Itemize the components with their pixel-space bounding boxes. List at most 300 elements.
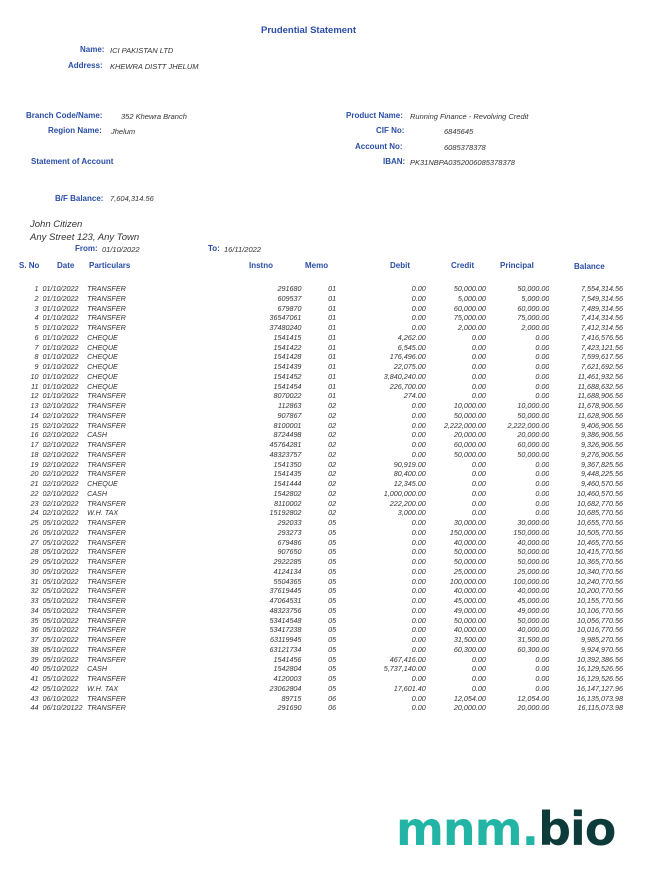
row-credit: 0.00	[471, 371, 486, 381]
row-debit: 0.00	[411, 449, 426, 459]
row-instno: 63119945	[269, 635, 302, 644]
row-debit: 80,400.00	[393, 469, 426, 479]
row-memo: 02	[328, 449, 337, 459]
name-value: ICI PAKISTAN LTD	[110, 46, 174, 55]
row-instno: 47064531	[269, 596, 302, 605]
row-principal: 60,300.00	[517, 644, 550, 654]
row-date: 01/10/2022	[42, 342, 79, 352]
row-balance: 16,129,526.56	[577, 664, 623, 674]
row-balance: 11,688,632.56	[577, 381, 623, 391]
row-instno: 1541422	[273, 342, 302, 352]
table-row	[18, 343, 623, 353]
row-balance: 9,367,825.56	[581, 459, 623, 469]
row-credit: 0.00	[471, 342, 486, 352]
row-date: 05/10/2022	[42, 596, 79, 605]
row-credit: 10,000.00	[453, 401, 486, 410]
row-debit: 274.00	[403, 391, 426, 401]
row-date: 05/10/2022	[42, 557, 79, 566]
row-balance: 9,276,906.56	[581, 449, 623, 459]
row-sno: 8	[34, 352, 39, 362]
row-date: 02/10/2022	[42, 459, 79, 469]
row-memo: 01	[328, 381, 337, 391]
row-instno: 1541452	[273, 371, 302, 381]
row-principal: 75,000.00	[517, 313, 550, 323]
row-memo: 02	[328, 410, 337, 420]
row-memo: 01	[328, 313, 337, 323]
row-debit: 0.00	[411, 635, 426, 644]
row-principal: 0.00	[535, 352, 550, 362]
row-instno: 2922285	[273, 557, 302, 566]
row-memo: 05	[328, 683, 337, 693]
row-debit: 0.00	[411, 693, 426, 703]
row-credit: 0.00	[471, 674, 486, 683]
row-particulars: TRANSFER	[87, 537, 126, 547]
row-date: 05/10/2022	[42, 644, 79, 654]
row-debit: 176,496.00	[389, 352, 426, 362]
row-sno: 27	[30, 537, 39, 547]
row-principal: 30,000.00	[517, 518, 550, 527]
row-credit: 50,000.00	[453, 284, 486, 293]
row-particulars: TRANSFER	[87, 420, 126, 430]
product-value: Running Finance - Revolving Credit	[410, 112, 529, 121]
row-instno: 1541454	[273, 381, 302, 391]
row-particulars: TRANSFER	[87, 323, 126, 332]
row-instno: 679486	[277, 537, 302, 547]
row-memo: 02	[328, 488, 337, 498]
row-date: 02/10/2022	[42, 479, 79, 488]
col-header-debit: Debit	[390, 261, 410, 270]
row-principal: 50,000.00	[517, 410, 550, 420]
row-principal: 40,000.00	[517, 586, 550, 596]
page-title: Prudential Statement	[261, 25, 357, 36]
row-debit: 0.00	[411, 537, 426, 547]
row-credit: 0.00	[471, 683, 486, 693]
table-row	[18, 508, 623, 518]
row-memo: 06	[328, 693, 337, 703]
row-particulars: TRANSFER	[87, 547, 126, 557]
row-sno: 20	[30, 469, 39, 479]
row-date: 05/10/2022	[42, 586, 79, 596]
table-row	[18, 401, 623, 411]
row-particulars: TRANSFER	[87, 391, 126, 401]
row-balance: 7,416,576.56	[581, 332, 623, 342]
row-memo: 05	[328, 654, 337, 664]
row-sno: 36	[30, 625, 39, 635]
row-memo: 02	[328, 430, 337, 440]
row-balance: 10,106,770.56	[577, 605, 623, 615]
row-sno: 42	[30, 683, 39, 693]
bf-balance-value: 7,604,314.56	[110, 194, 154, 203]
row-credit: 40,000.00	[453, 537, 486, 547]
row-instno: 291680	[277, 284, 302, 293]
row-memo: 06	[328, 703, 337, 713]
row-principal: 0.00	[535, 674, 550, 683]
row-sno: 33	[30, 596, 39, 605]
row-principal: 0.00	[535, 332, 550, 342]
row-particulars: TRANSFER	[87, 625, 126, 635]
row-principal: 0.00	[535, 479, 550, 488]
row-credit: 0.00	[471, 391, 486, 401]
row-instno: 292033	[277, 518, 302, 527]
row-credit: 40,000.00	[453, 625, 486, 635]
row-instno: 48323757	[269, 449, 302, 459]
row-particulars: TRANSFER	[87, 449, 126, 459]
row-date: 01/10/2022	[42, 352, 79, 362]
col-header-date: Date	[57, 261, 75, 270]
account-no-label: Account No:	[355, 142, 403, 151]
row-balance: 9,924,970.56	[581, 644, 623, 654]
row-debit: 222,200.00	[389, 498, 426, 508]
row-principal: 31,500.00	[517, 635, 550, 644]
row-instno: 1541456	[273, 654, 302, 664]
row-particulars: TRANSFER	[87, 293, 126, 303]
row-instno: 907650	[277, 547, 302, 557]
row-particulars: CASH	[87, 664, 108, 674]
row-particulars: CASH	[87, 488, 108, 498]
row-date: 05/10/2022	[42, 654, 79, 664]
row-sno: 44	[30, 703, 39, 713]
row-date: 06/10/2022	[42, 693, 79, 703]
row-date: 05/10/2022	[42, 576, 79, 586]
row-date: 05/10/2022	[42, 537, 79, 547]
row-debit: 17,601.40	[393, 683, 426, 693]
row-credit: 0.00	[471, 332, 486, 342]
row-date: 02/10/2022	[42, 498, 79, 508]
table-row	[18, 313, 623, 323]
row-sno: 25	[30, 518, 39, 527]
row-particulars: TRANSFER	[87, 313, 126, 323]
row-particulars: CASH	[87, 430, 108, 440]
row-memo: 01	[328, 293, 337, 303]
row-debit: 6,545.00	[397, 342, 426, 352]
table-row	[18, 557, 623, 567]
row-debit: 5,737,140.00	[383, 664, 426, 674]
row-instno: 1541435	[273, 469, 302, 479]
row-balance: 10,392,386.56	[577, 654, 623, 664]
row-credit: 0.00	[471, 508, 486, 518]
transactions-table	[18, 284, 623, 713]
row-balance: 10,460,570.56	[577, 488, 623, 498]
row-principal: 20,000.00	[517, 430, 550, 440]
row-credit: 0.00	[471, 479, 486, 488]
row-memo: 05	[328, 605, 337, 615]
row-sno: 43	[30, 693, 39, 703]
row-date: 05/10/2022	[42, 625, 79, 635]
row-debit: 0.00	[411, 596, 426, 605]
row-principal: 0.00	[535, 469, 550, 479]
row-sno: 4	[34, 313, 39, 323]
row-particulars: CHEQUE	[87, 362, 118, 371]
row-date: 02/10/2022	[42, 410, 79, 420]
row-credit: 0.00	[471, 352, 486, 362]
row-date: 02/10/2022	[42, 401, 79, 410]
row-balance: 9,406,906.56	[581, 420, 623, 430]
row-particulars: CHEQUE	[87, 381, 118, 391]
row-sno: 30	[30, 566, 39, 576]
row-balance: 9,386,906.56	[581, 430, 623, 440]
region-value: Jhelum	[111, 127, 136, 136]
row-memo: 01	[328, 323, 337, 332]
row-principal: 150,000.00	[513, 527, 550, 537]
row-instno: 293273	[277, 527, 302, 537]
row-date: 05/10/2022	[42, 664, 79, 674]
row-debit: 0.00	[411, 323, 426, 332]
row-balance: 16,115,073.98	[577, 703, 623, 713]
row-credit: 0.00	[471, 381, 486, 391]
row-sno: 32	[30, 586, 39, 596]
table-row	[18, 538, 623, 548]
row-date: 01/10/2022	[42, 323, 79, 332]
row-memo: 05	[328, 596, 337, 605]
row-sno: 13	[30, 401, 39, 410]
row-memo: 05	[328, 576, 337, 586]
row-balance: 16,129,526.56	[577, 674, 623, 683]
row-balance: 10,365,770.56	[577, 557, 623, 566]
row-sno: 22	[30, 488, 39, 498]
row-credit: 50,000.00	[453, 410, 486, 420]
row-particulars: TRANSFER	[87, 703, 126, 713]
row-credit: 50,000.00	[453, 449, 486, 459]
row-sno: 12	[30, 391, 39, 401]
row-debit: 0.00	[411, 605, 426, 615]
row-principal: 40,000.00	[517, 625, 550, 635]
row-date: 05/10/2022	[42, 674, 79, 683]
row-sno: 7	[34, 342, 39, 352]
row-balance: 7,414,314.56	[581, 313, 623, 323]
row-principal: 50,000.00	[517, 449, 550, 459]
row-date: 05/10/2022	[42, 615, 79, 625]
row-balance: 16,135,073.98	[577, 693, 623, 703]
row-memo: 02	[328, 420, 337, 430]
row-date: 05/10/2022	[42, 566, 79, 576]
row-instno: 48323756	[269, 605, 302, 615]
table-row	[18, 703, 623, 713]
row-debit: 0.00	[411, 576, 426, 586]
row-debit: 0.00	[411, 284, 426, 293]
table-row	[18, 411, 623, 421]
row-debit: 0.00	[411, 703, 426, 713]
cif-value: 6845645	[444, 127, 474, 136]
row-particulars: TRANSFER	[87, 469, 126, 479]
row-principal: 50,000.00	[517, 547, 550, 557]
customer-name: John Citizen	[30, 219, 83, 230]
col-header-memo: Memo	[305, 261, 329, 270]
statement-heading: Statement of Account	[31, 157, 114, 166]
row-credit: 0.00	[471, 498, 486, 508]
row-balance: 9,985,270.56	[581, 635, 623, 644]
row-debit: 0.00	[411, 674, 426, 683]
row-sno: 40	[30, 664, 39, 674]
table-row	[18, 489, 623, 499]
row-instno: 53417238	[269, 625, 302, 635]
row-principal: 100,000.00	[513, 576, 550, 586]
row-balance: 11,678,906.56	[577, 401, 623, 410]
table-row	[18, 391, 623, 401]
row-memo: 05	[328, 635, 337, 644]
row-date: 01/10/2022	[42, 362, 79, 371]
table-row	[18, 528, 623, 538]
row-date: 01/10/2022	[42, 332, 79, 342]
row-date: 05/10/2022	[42, 527, 79, 537]
iban-label: IBAN:	[383, 157, 406, 166]
row-particulars: TRANSFER	[87, 303, 126, 313]
watermark-logo	[396, 802, 616, 856]
table-row	[18, 547, 623, 557]
row-credit: 49,000.00	[453, 605, 486, 615]
row-memo: 01	[328, 284, 337, 293]
table-row	[18, 440, 623, 450]
row-instno: 1542804	[273, 664, 302, 674]
row-credit: 0.00	[471, 469, 486, 479]
table-row	[18, 625, 623, 635]
row-particulars: TRANSFER	[87, 586, 126, 596]
row-sno: 3	[34, 303, 39, 313]
row-debit: 0.00	[411, 547, 426, 557]
row-debit: 0.00	[411, 420, 426, 430]
row-credit: 31,500.00	[453, 635, 486, 644]
row-date: 01/10/2022	[42, 284, 79, 293]
table-row	[18, 323, 623, 333]
row-balance: 7,621,692.56	[581, 362, 623, 371]
row-instno: 15192802	[269, 508, 302, 518]
table-row	[18, 479, 623, 489]
row-particulars: TRANSFER	[87, 615, 126, 625]
row-credit: 30,000.00	[453, 518, 486, 527]
row-memo: 05	[328, 674, 337, 683]
row-date: 05/10/2022	[42, 518, 79, 527]
row-date: 02/10/2022	[42, 440, 79, 449]
row-credit: 12,054.00	[453, 693, 486, 703]
row-date: 01/10/2022	[42, 381, 79, 391]
row-memo: 01	[328, 332, 337, 342]
row-date: 01/10/2022	[42, 313, 79, 323]
row-debit: 0.00	[411, 303, 426, 313]
row-balance: 10,682,770.56	[577, 498, 623, 508]
row-memo: 02	[328, 401, 337, 410]
row-principal: 50,000.00	[517, 557, 550, 566]
row-date: 02/10/2022	[42, 420, 79, 430]
row-instno: 112863	[277, 401, 302, 410]
row-credit: 75,000.00	[453, 313, 486, 323]
row-balance: 9,460,570.56	[581, 479, 623, 488]
row-date: 01/10/2022	[42, 303, 79, 313]
period-from-label: From:	[75, 244, 98, 253]
row-balance: 10,016,770.56	[577, 625, 623, 635]
row-debit: 0.00	[411, 293, 426, 303]
address-value: KHEWRA DISTT JHELUM	[110, 62, 199, 71]
table-row	[18, 664, 623, 674]
row-particulars: TRANSFER	[87, 527, 126, 537]
row-particulars: CHEQUE	[87, 332, 118, 342]
table-row	[18, 430, 623, 440]
row-memo: 05	[328, 547, 337, 557]
row-credit: 20,000.00	[453, 430, 486, 440]
row-memo: 02	[328, 469, 337, 479]
row-balance: 10,505,770.56	[577, 527, 623, 537]
row-particulars: TRANSFER	[87, 566, 126, 576]
row-debit: 0.00	[411, 586, 426, 596]
row-balance: 11,461,932.56	[577, 371, 623, 381]
row-sno: 17	[30, 440, 39, 449]
row-particulars: TRANSFER	[87, 674, 126, 683]
row-debit: 3,000.00	[397, 508, 426, 518]
row-particulars: TRANSFER	[87, 518, 126, 527]
row-particulars: W.H. TAX	[87, 508, 119, 518]
row-principal: 0.00	[535, 683, 550, 693]
period-to-label: To:	[208, 244, 220, 253]
table-row	[18, 294, 623, 304]
table-row	[18, 372, 623, 382]
table-row	[18, 577, 623, 587]
row-date: 05/10/2022	[42, 547, 79, 557]
row-date: 05/10/2022	[42, 683, 79, 693]
row-instno: 609537	[277, 293, 302, 303]
row-instno: 23062804	[269, 683, 302, 693]
row-particulars: CHEQUE	[87, 352, 118, 362]
row-credit: 0.00	[471, 362, 486, 371]
row-balance: 10,685,770.56	[577, 508, 623, 518]
row-instno: 4120003	[273, 674, 302, 683]
row-sno: 15	[30, 420, 39, 430]
row-sno: 14	[30, 410, 39, 420]
row-sno: 2	[34, 293, 39, 303]
row-principal: 0.00	[535, 488, 550, 498]
row-date: 01/10/2022	[42, 293, 79, 303]
table-row	[18, 635, 623, 645]
row-balance: 10,340,770.56	[577, 566, 623, 576]
row-debit: 12,345.00	[393, 479, 426, 488]
watermark-part1: mnm.	[396, 802, 539, 856]
row-sno: 41	[30, 674, 39, 683]
row-credit: 0.00	[471, 664, 486, 674]
row-balance: 10,200,770.56	[577, 586, 623, 596]
table-row	[18, 645, 623, 655]
table-row	[18, 616, 623, 626]
cif-label: CIF No:	[376, 126, 405, 135]
row-date: 02/10/2022	[42, 488, 79, 498]
row-debit: 226,700.00	[389, 381, 426, 391]
row-principal: 0.00	[535, 664, 550, 674]
row-particulars: TRANSFER	[87, 557, 126, 566]
row-particulars: W.H. TAX	[87, 683, 119, 693]
watermark-part2: bio	[538, 802, 616, 856]
row-instno: 37619445	[269, 586, 302, 596]
period-to-value: 16/11/2022	[224, 245, 261, 254]
row-date: 05/10/2022	[42, 605, 79, 615]
row-particulars: TRANSFER	[87, 410, 126, 420]
row-sno: 24	[30, 508, 39, 518]
row-debit: 0.00	[411, 527, 426, 537]
row-credit: 60,000.00	[453, 440, 486, 449]
table-row	[18, 655, 623, 665]
table-row	[18, 352, 623, 362]
row-balance: 10,056,770.56	[577, 615, 623, 625]
row-instno: 37480240	[269, 323, 302, 332]
row-memo: 01	[328, 352, 337, 362]
row-debit: 4,262.00	[397, 332, 426, 342]
row-credit: 60,300.00	[453, 644, 486, 654]
row-debit: 0.00	[411, 313, 426, 323]
row-principal: 60,000.00	[517, 440, 550, 449]
row-memo: 02	[328, 479, 337, 488]
row-sno: 21	[30, 479, 39, 488]
row-particulars: TRANSFER	[87, 693, 126, 703]
row-memo: 01	[328, 391, 337, 401]
branch-value: 352 Khewra Branch	[121, 112, 187, 121]
row-particulars: TRANSFER	[87, 596, 126, 605]
row-particulars: TRANSFER	[87, 635, 126, 644]
row-date: 02/10/2022	[42, 508, 79, 518]
